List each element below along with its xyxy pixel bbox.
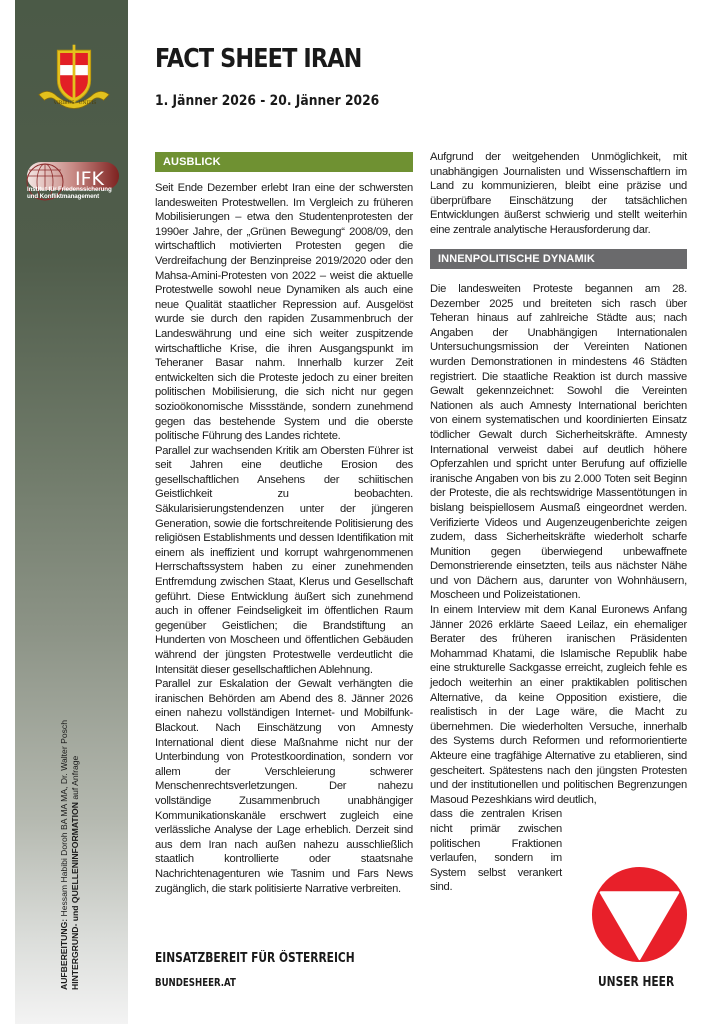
credits-line2: [70, 720, 81, 990]
coat-motto-left: VIRIBUS: [53, 100, 75, 106]
footer-url[interactable]: BUNDESHEER.AT: [155, 977, 236, 989]
credits-line1-label: AUFBEREITUNG:: [59, 918, 69, 990]
coat-of-arms-icon: [37, 42, 111, 114]
paragraph: Parallel zur wachsenden Kritik am Obersten Führer ist seit Jahren eine deutliche Erosion des gesellschaftlichen Ansehens der schiitischen Geistlichkeit zu beobachten. Säkularisierungstendenzen unter der jüngeren Generation, sowie die fortschreitende Politisierung des religiösen Establishments und dessen Identifikation mit einem als ineffizient und korrupt wahrgenommenen Herrschaftssystem haben zu einer zunehmenden Entfremdung zwischen Staat, Klerus und Gesellschaft geführt. Diese Entwicklung äußert sich zunehmend auch in offener Feindseligkeit im öffentlichen Raum gegenüber Geistlichen; die Brandstiftung an Hunderten von Moscheen und öffentlichen Gebäuden während der jüngsten Protestwelle verdeutlicht die Intensität dieser gesellschaftlichen Ablehnung.: [155, 444, 414, 676]
credits-line1-value: Hessam Habibi Doroh BA MA MA, Dr. Walter Posch: [59, 720, 69, 919]
coat-motto-right: UNITIS: [78, 100, 97, 106]
bundesheer-logo-icon: [591, 866, 688, 963]
credits-line2-value: auf Anfrage: [70, 755, 80, 803]
ifk-caption: [27, 186, 127, 200]
credits: [59, 720, 81, 990]
paragraph: Aufgrund der weitgehenden Unmöglichkeit, mit unabhängigen Journalisten und Wissenschaftlern im Land zu kommunizieren, bleibt eine präzise und überprüfbare Einschätzung der tatsächlichen Entwicklungen äußerst schwierig und stellt weiterhin eine zentrale analytische Herausforderung dar.: [430, 151, 687, 236]
credits-line1: [59, 720, 70, 990]
paragraph: Seit Ende Dezember erlebt Iran eine der schwersten landesweiten Protestwellen. Im Vergleich zu früheren Mobilisierungen – etwa den Studentenprotesten der 1990er Jahre, der „Grünen Bewegung“ 2008/09, den wirtschaftlich motivierten Protesten gegen die Verdreifachung der Benzinpreise 2019/2020 oder den Mahsa-Amini-Protesten von 2022 – weist die aktuelle Protestwelle sowohl neue Dynamiken als auch eine neue Qualität staatlicher Repression auf. Ausgelöst wurde sie durch den rapiden Zusammenbruch der Landeswährung und eine sich weiter zuspitzende wirtschaftliche Krise, die ihren Ausgangspunkt im Teheraner Basar nahm. Innerhalb kurzer Zeit entwickelten sich die Proteste jedoch zu einer breiten politischen Mobilisierung, die sich nicht nur gegen sozioökonomische Missstände, sondern zunehmend gegen das bestehende System und die oberste politische Führung des Landes richtete.: [155, 182, 413, 443]
paragraph: In einem Interview mit dem Kanal Euronews Anfang Jänner 2026 erklärte Saeed Leilaz, ein ehemaliger Berater des früheren iranischen Präsidenten Mohammad Khatami, die Islamische Republik habe eine strukturelle Sackgasse erreicht, zugleich fehle es jedoch weiterhin an einer praktikablen politischen Alternative, da keine Opposition existiere, die realistisch in der Lage wäre, die Macht zu übernehmen. Die wiederholten Versuche, innerhalb des Systems durch Reformen und reformorientierte Akteure eine tragfähige Alternative zu etablieren, sind gescheitert. Spätestens nach den jüngsten Protesten und der institutionellen und politischen Begrenzungen Masoud Pezeshkians wird deutlich,: [430, 604, 687, 806]
brand-name: UNSER HEER: [598, 975, 675, 990]
ausblick-continued-column: [430, 150, 687, 238]
section-heading-innenpolitik: INNENPOLITISCHE DYNAMIK: [430, 249, 687, 269]
section-heading-ausblick: AUSBLICK: [155, 152, 413, 172]
paragraph-tail: dass die zentralen Krisen nicht primär zwischen politischen Fraktionen verlaufen, sondern im System selbst verankert sind.: [430, 808, 562, 894]
innenpolitik-column: [430, 282, 687, 895]
date-range: 1. Jänner 2026 - 20. Jänner 2026: [155, 93, 380, 109]
footer-slogan: EINSATZBEREIT FÜR ÖSTERREICH: [155, 951, 355, 966]
paragraph: Parallel zur Eskalation der Gewalt verhängten die iranischen Behörden am Abend des 8. Jänner 2026 einen nahezu vollständigen Internet- und Mobilfunk-Blackout. Nach Einschätzung von Amnesty International dient diese Maßnahme nicht nur der Unterbindung von Protestkoordination, sondern vor allem der Verschleierung schwerer Menschenrechtsverletzungen. Der nahezu vollständige Zusammenbruch unabhängiger Kommunikationskanäle erschwert zugleich eine verlässliche Analyse der Lage erheblich. Derzeit sind aus dem Iran nach außen nahezu ausschließlich staatlich kontrollierte oder staatsnahe Nachrichtenagenturen wie Tasnim und Fars News zugänglich, die stark politisierte Narrative verbreiten.: [155, 678, 413, 895]
sidebar: [15, 0, 128, 1024]
ifk-caption-line1: Institut für Friedenssicherung: [27, 186, 112, 193]
ausblick-column: [155, 181, 413, 896]
credits-line2-label: HINTERGRUND- und QUELLENINFORMATION: [70, 802, 80, 990]
ifk-logo-text: IFK: [75, 168, 104, 190]
paragraph: Die landesweiten Proteste begannen am 28. Dezember 2025 und breiteten sich rasch über Teheran hinaus auf zahlreiche Städte aus; nach Angaben der Unabhängigen Internationalen Untersuchungsmission der Vereinten Nationen wurden Demonstrationen in mindestens 46 Städten registriert. Die staatliche Reaktion ist durch massive Gewalt gekennzeichnet: Sowohl die Vereinten Nationen als auch Amnesty International berichten von einem systematischen und koordinierten Einsatz tödlicher Gewalt durch Sicherheitskräfte. Amnesty International verweist dabei auf deutlich höhere Opferzahlen und spricht unter Berufung auf offizielle iranische Angaben von bis zu 2.000 Toten seit Beginn der Proteste, die als rechtswidrige Massentötungen in bislang beispiellosem Ausmaß eingeordnet werden. Verifizierte Videos und Augenzeugenberichte zeigen zudem, dass Sicherheitskräfte wiederholt scharfe Munition gegen überwiegend unbewaffnete Demonstrierende einsetzten, teils aus nächster Nähe und von Dächern aus, darunter von Wohnhäusern, Moscheen und Polizeistationen.: [430, 283, 687, 602]
page-title: FACT SHEET IRAN: [155, 44, 362, 74]
ifk-caption-line2: und Konfliktmanagement: [27, 193, 100, 200]
